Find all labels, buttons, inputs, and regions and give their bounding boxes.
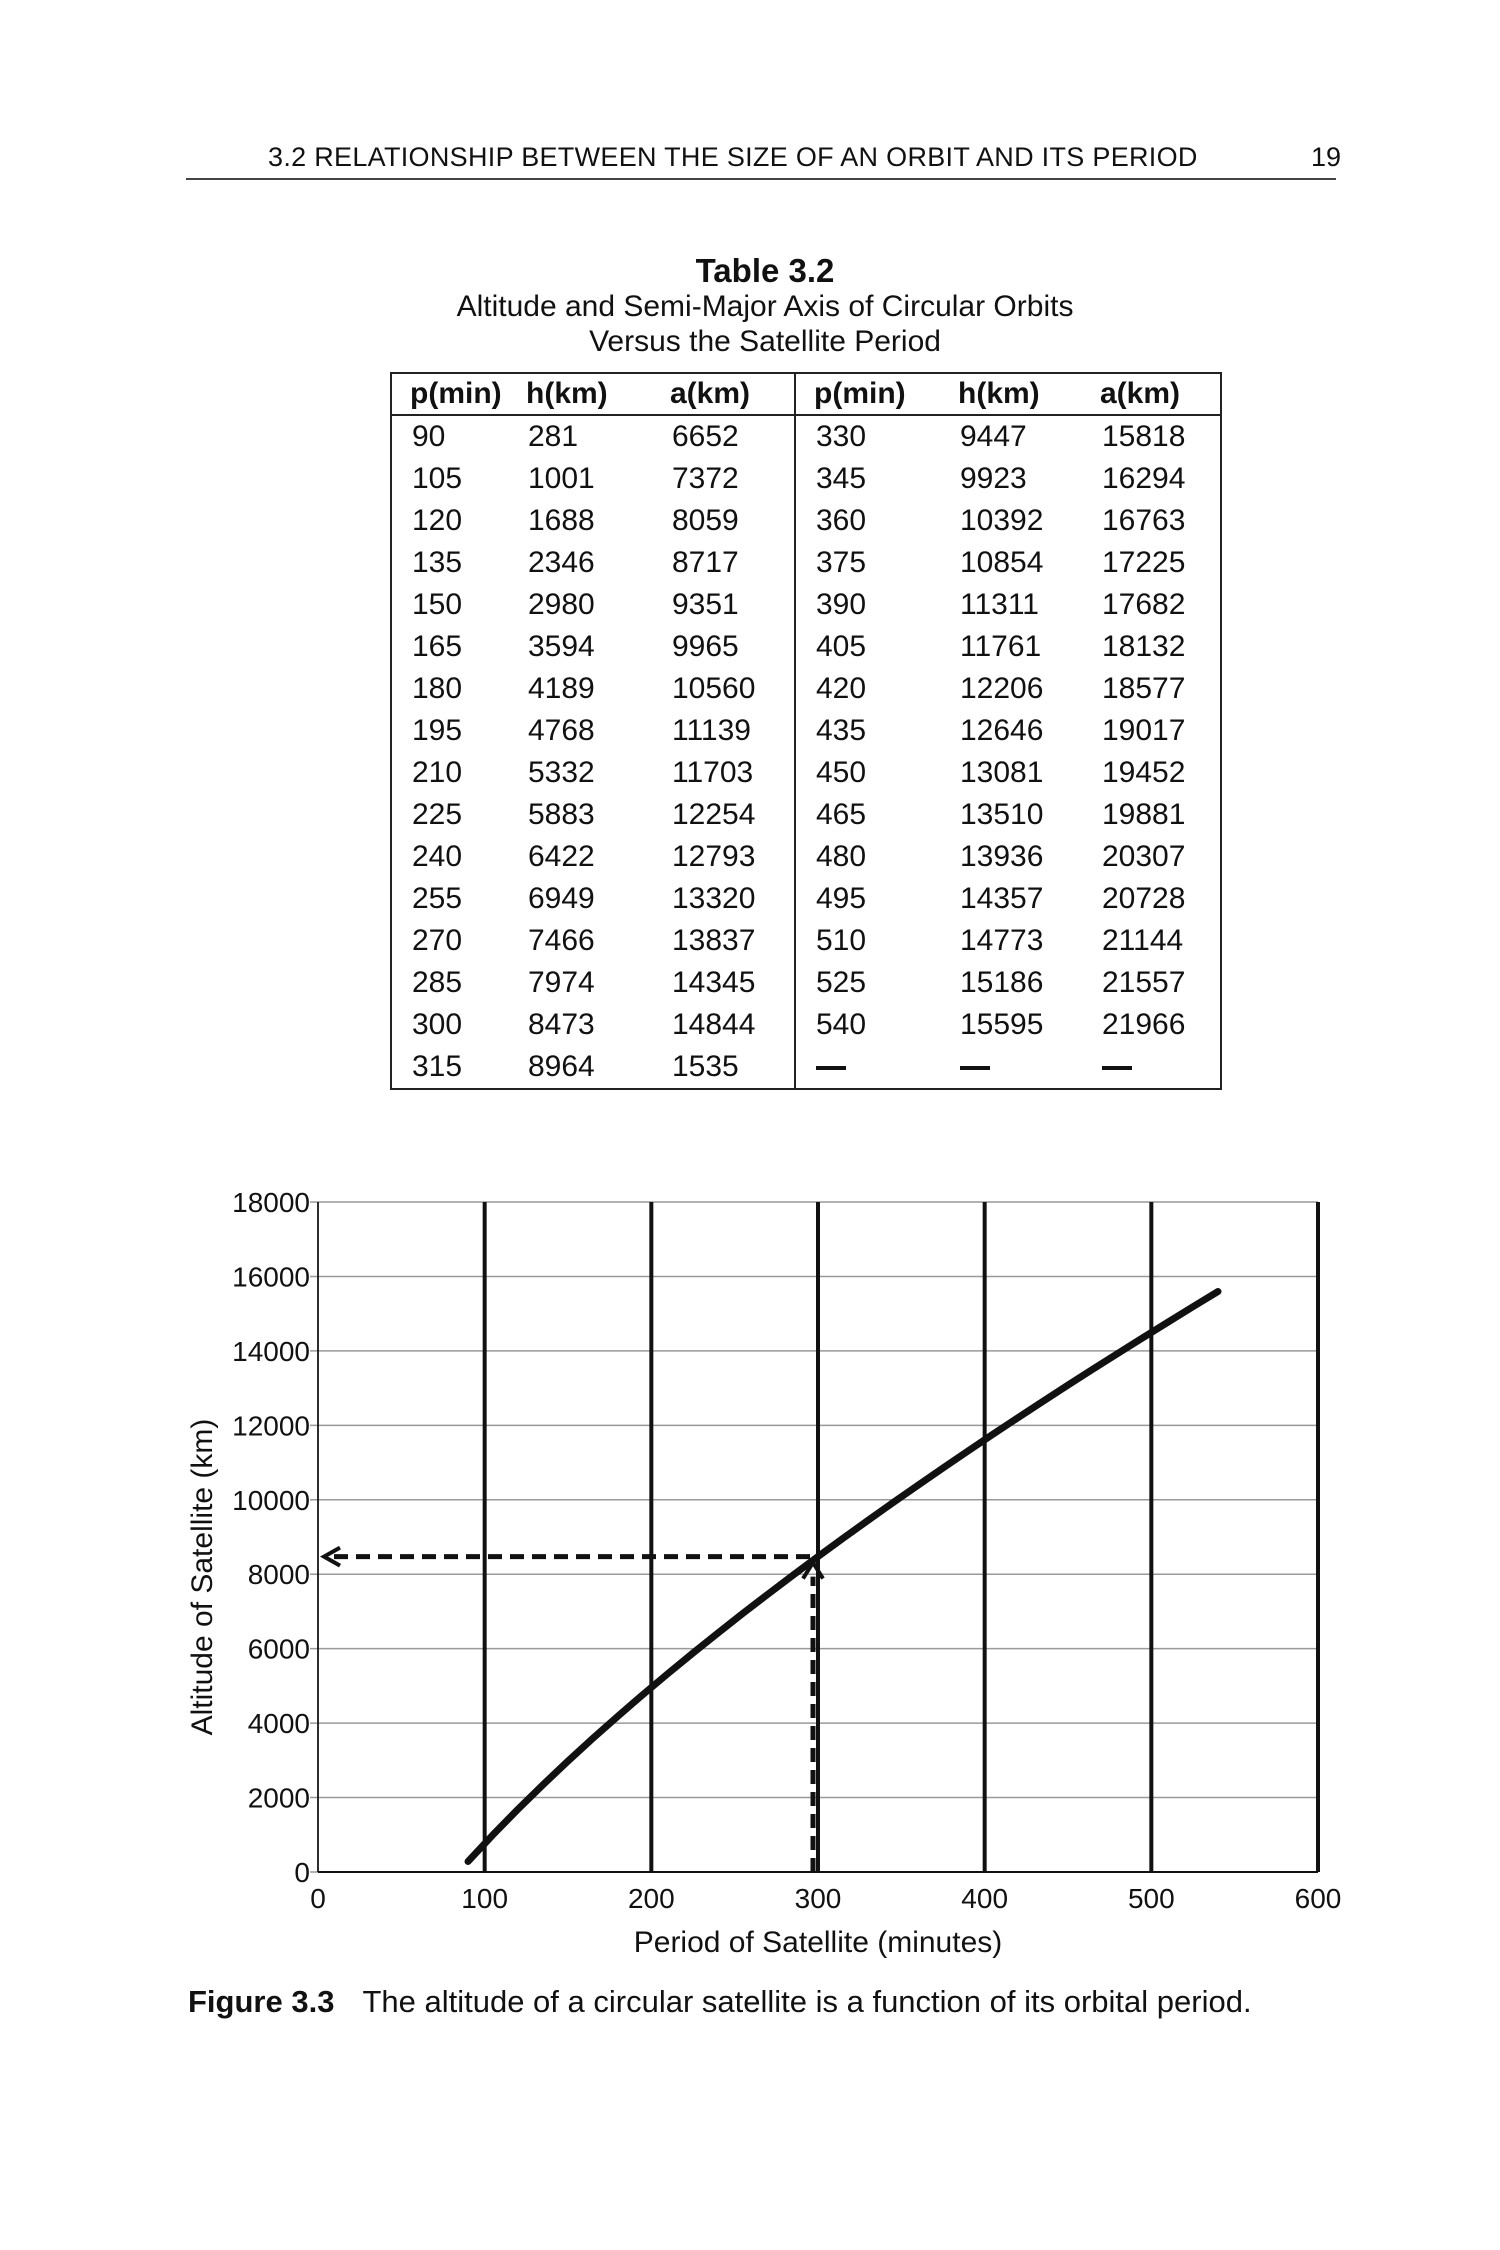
table-cell: 8059	[672, 504, 739, 537]
table-cell: 10392	[960, 504, 1044, 537]
table-cell: 2346	[528, 546, 595, 579]
table-cell: 360	[795, 500, 940, 542]
y-tick-label: 4000	[247, 1708, 310, 1740]
table-row	[391, 542, 1221, 584]
table-cell: 16763	[1102, 504, 1186, 537]
table-cell: 9965	[672, 630, 739, 663]
table-row	[391, 878, 1221, 920]
table-cell: 210	[412, 756, 463, 789]
altitude-period-chart	[0, 1150, 1500, 1970]
table-row	[391, 668, 1221, 710]
table-cell: 1001	[528, 462, 595, 495]
column-header: a(km)	[652, 373, 795, 415]
table-row	[391, 415, 1221, 458]
y-tick-label: 6000	[247, 1633, 310, 1665]
table-cell: 281	[528, 420, 579, 453]
table-cell: 18577	[1102, 672, 1186, 705]
table-cell: 5332	[528, 756, 595, 789]
table-cell: 11703	[672, 756, 754, 789]
table-cell: 6652	[672, 420, 739, 453]
figure-caption	[188, 1984, 1252, 2020]
table-cell: 18132	[1102, 630, 1186, 663]
table-cell: 480	[795, 836, 940, 878]
table-cell	[1082, 1046, 1221, 1089]
table-cell: 345	[795, 458, 940, 500]
table-cell: 14773	[960, 924, 1044, 957]
table-cell: 150	[412, 588, 463, 621]
series-line	[468, 1292, 1218, 1862]
table-cell: 1688	[528, 504, 595, 537]
table-cell: 19017	[1102, 714, 1186, 747]
table-cell: 13320	[672, 882, 756, 915]
column-header: h(km)	[508, 373, 652, 415]
table-cell: 135	[412, 546, 463, 579]
table-row	[391, 962, 1221, 1004]
table-cell: 165	[412, 630, 463, 663]
table-row	[391, 752, 1221, 794]
column-header: p(min)	[391, 373, 508, 415]
table-number: Table 3.2	[695, 252, 835, 289]
table-cell: 10560	[672, 672, 756, 705]
x-axis-label: Period of Satellite (minutes)	[633, 1926, 1003, 1959]
table-cell: 420	[795, 668, 940, 710]
table-body	[391, 415, 1221, 1089]
column-header: h(km)	[940, 373, 1082, 415]
table-row	[391, 626, 1221, 668]
table-title-line1: Altitude and Semi-Major Axis of Circular Orbits	[456, 290, 1074, 323]
table-row	[391, 836, 1221, 878]
table-cell: 8473	[528, 1008, 595, 1041]
dash-mark	[1102, 1066, 1132, 1070]
column-header: a(km)	[1082, 373, 1221, 415]
table-cell: 180	[412, 672, 463, 705]
x-tick-label: 600	[1294, 1883, 1342, 1914]
x-tick-label: 200	[627, 1883, 675, 1914]
table-cell: 4768	[528, 714, 595, 747]
table-cell: 13510	[960, 798, 1044, 831]
table-cell: 90	[412, 420, 446, 453]
y-tick-label: 14000	[232, 1335, 310, 1367]
table-cell: 13081	[960, 756, 1044, 789]
table-row	[391, 500, 1221, 542]
table-cell: 15818	[1102, 420, 1186, 453]
table-cell: 14345	[672, 966, 756, 999]
table-cell: 12206	[960, 672, 1044, 705]
data-table	[390, 372, 1222, 1090]
table-cell: 13837	[672, 924, 756, 957]
table-cell: 495	[795, 878, 940, 920]
table-cell: 330	[795, 415, 940, 458]
table-cell: 17682	[1102, 588, 1186, 621]
table-cell: 435	[795, 710, 940, 752]
x-tick-label: 0	[310, 1883, 326, 1914]
table-cell: 9923	[960, 462, 1027, 495]
table-cell: 300	[412, 1008, 463, 1041]
table-cell: 3594	[528, 630, 595, 663]
table-cell: 21144	[1102, 924, 1184, 957]
table-cell: 540	[795, 1004, 940, 1046]
table-cell: 15595	[960, 1008, 1044, 1041]
table-cell: 270	[412, 924, 463, 957]
x-tick-label: 400	[961, 1883, 1009, 1914]
table-cell: 19881	[1102, 798, 1186, 831]
figure-caption-text: The altitude of a circular satellite is a function of its orbital period.	[362, 1984, 1252, 2019]
table-cell: 13936	[960, 840, 1044, 873]
table-row	[391, 710, 1221, 752]
x-tick-label: 500	[1127, 1883, 1175, 1914]
table-cell: 9351	[672, 588, 739, 621]
table-row	[391, 920, 1221, 962]
x-tick-label: 100	[461, 1883, 509, 1914]
table-cell: 14357	[960, 882, 1044, 915]
table-cell: 240	[412, 840, 463, 873]
page-number: 19	[1310, 142, 1341, 172]
table-cell: 4189	[528, 672, 595, 705]
header-rule	[186, 178, 1336, 180]
running-title: 3.2 RELATIONSHIP BETWEEN THE SIZE OF AN ORBIT AND ITS PERIOD	[268, 142, 1198, 172]
table-cell: 120	[412, 504, 463, 537]
table-cell: 7974	[528, 966, 595, 999]
table-cell: 16294	[1102, 462, 1186, 495]
table-cell: 465	[795, 794, 940, 836]
table-cell: 10854	[960, 546, 1044, 579]
table-row	[391, 458, 1221, 500]
table-cell: 315	[412, 1050, 463, 1083]
running-header	[186, 140, 1341, 184]
table-row	[391, 1046, 1221, 1089]
table-header-row	[391, 373, 1221, 415]
y-tick-label: 12000	[232, 1410, 310, 1442]
table-cell: 12646	[960, 714, 1044, 747]
y-tick-label: 16000	[232, 1261, 310, 1293]
table-cell: 7372	[672, 462, 739, 495]
table-cell: 450	[795, 752, 940, 794]
table-cell: 21966	[1102, 1008, 1186, 1041]
table-cell: 11311	[960, 588, 1039, 621]
table-cell: 2980	[528, 588, 595, 621]
table-cell: 510	[795, 920, 940, 962]
table-cell: 390	[795, 584, 940, 626]
table-cell: 21557	[1102, 966, 1186, 999]
table-cell: 12793	[672, 840, 756, 873]
table-cell: 195	[412, 714, 463, 747]
table-cell: 7466	[528, 924, 595, 957]
table-cell: 6422	[528, 840, 595, 873]
table-row	[391, 584, 1221, 626]
table-cell: 405	[795, 626, 940, 668]
table-cell: 8717	[672, 546, 739, 579]
column-header: p(min)	[795, 373, 940, 415]
table-row	[391, 1004, 1221, 1046]
table-title-line2: Versus the Satellite Period	[589, 325, 941, 358]
y-axis-label: Altitude of Satellite (km)	[186, 1418, 219, 1736]
y-tick-label: 8000	[247, 1559, 310, 1591]
table-row	[391, 794, 1221, 836]
table-cell: 12254	[672, 798, 756, 831]
y-tick-label: 18000	[232, 1187, 310, 1218]
table-cell: 11139	[672, 714, 751, 747]
table-cell: 17225	[1102, 546, 1186, 579]
table-cell: 8964	[528, 1050, 595, 1083]
figure-label: Figure 3.3	[188, 1984, 335, 2019]
y-tick-label: 10000	[232, 1484, 310, 1516]
x-tick-label: 300	[794, 1883, 842, 1914]
table-cell: 14844	[672, 1008, 756, 1041]
table-cell: 255	[412, 882, 463, 915]
table-cell: 15186	[960, 966, 1044, 999]
table-cell: 525	[795, 962, 940, 1004]
table-cell: 19452	[1102, 756, 1186, 789]
dash-mark	[816, 1066, 846, 1070]
table-cell: 20307	[1102, 840, 1186, 873]
table-cell	[795, 1046, 940, 1089]
table-cell: 375	[795, 542, 940, 584]
table-cell	[940, 1046, 1082, 1089]
table-cell: 1535	[672, 1050, 739, 1083]
table-cell: 5883	[528, 798, 595, 831]
dash-mark	[960, 1066, 990, 1070]
table-cell: 285	[412, 966, 463, 999]
table-cell: 11761	[960, 630, 1042, 663]
y-tick-label: 0	[294, 1857, 310, 1888]
table-cell: 105	[412, 462, 463, 495]
y-tick-label: 2000	[247, 1782, 310, 1814]
table-cell: 20728	[1102, 882, 1186, 915]
table-cell: 9447	[960, 420, 1027, 453]
table-cell: 6949	[528, 882, 595, 915]
table-cell: 225	[412, 798, 463, 831]
